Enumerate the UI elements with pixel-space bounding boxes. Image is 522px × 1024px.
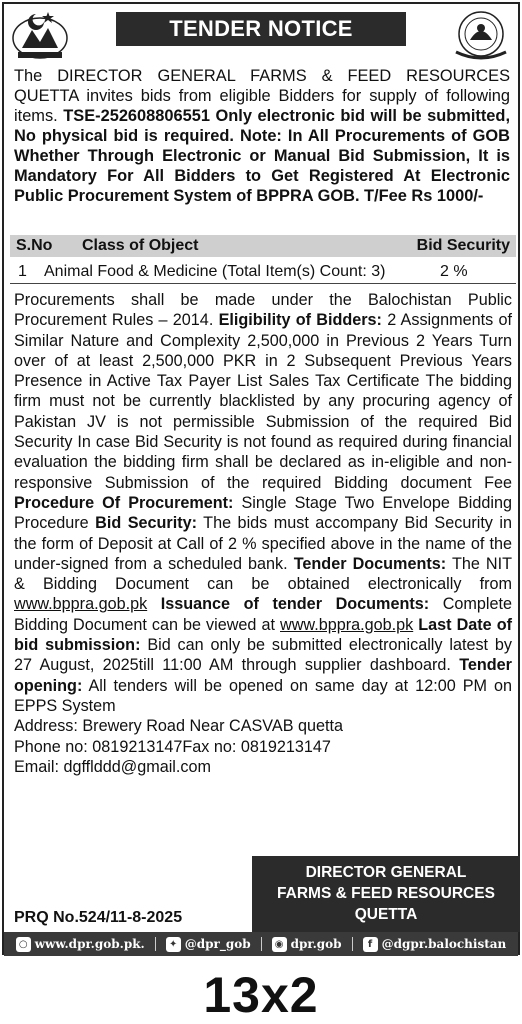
prq-number: PRQ No.524/11-8-2025 [14,909,183,926]
footer-twitter[interactable] [166,937,251,952]
procedure-heading: Procedure Of Procurement: [14,493,234,512]
footer-web[interactable] [16,937,145,952]
phone-line: Phone no: 0819213147Fax no: 0819213147 [14,737,331,756]
tender-body-paragraph [14,290,512,777]
bppra-link-2[interactable]: www.bppra.gob.pk [280,615,414,634]
twitter-icon: ✦ [166,937,181,952]
instagram-icon: ◉ [272,937,287,952]
items-table-header [10,235,516,257]
intro-paragraph [14,66,510,206]
issuance-text: Complete Bidding Document can be viewed at [14,595,512,634]
footer-instagram-label: dpr.gob [290,937,342,951]
footer-facebook-label: @dgpr.balochistan [381,937,507,951]
email-line: Email: dgfflddd@gmail.com [14,757,211,776]
facebook-icon: f [363,937,378,952]
footer-divider [352,937,353,951]
table-row [10,260,516,284]
department-seal-logo [450,8,512,62]
col-class-of-object: Class of Object [82,237,199,254]
signoff-line-2: FARMS & FEED RESOURCES [277,885,495,902]
tender-opening-text: All tenders will be opened on same day at 12:00 PM on EPPS System [14,676,512,715]
footer-web-label: www.dpr.gob.pk. [34,937,145,951]
footer-divider [155,937,156,951]
row-object: Animal Food & Medicine (Total Item(s) Count: 3) [44,263,386,280]
notice-header [4,4,518,64]
intro-text: The DIRECTOR GENERAL FARMS & FEED RESOURCES QUETTA invites bids from eligible Bidders for supply of following items. [14,67,510,125]
procurement-rules-text: Procurements shall be made under the Balochistan Public Procurement Rules – 2014. [14,291,512,330]
last-date-heading: Last Date of bid submission: [14,615,512,655]
col-bid-security: Bid Security [416,237,510,254]
bppra-link[interactable]: www.bppra.gob.pk [14,595,148,614]
social-footer [4,932,518,956]
bid-security-text: The bids must accompany Bid Security in the form of Deposit at Call of 2 % specified above in the name of the under-signed from a scheduled bank. [14,514,512,573]
signoff-line-1: DIRECTOR GENERAL [305,864,467,881]
bid-security-heading: Bid Security: [95,514,197,533]
intro-bold-text: TSE-252608806551 Only electronic bid will be submitted, No physical bid is required. Note: In All Procurements of GOB Whether Through Electronic or Manual Bid Submission, It is Mandatory For All Bidders to Get Registered At Electronic Public Procurement System of BPPRA GOB. T/Fee Rs 1000/- [14,107,510,205]
footer-divider [261,937,262,951]
eligibility-text: 2 Assignments of Similar Nature and Complexity 2,500,000 in Previous 2 Years Turn over of at least 2,500,000 PKR in 2 Subsequent Previous Years Presence in Active Tax Payer List Sales Tax Certificate The bidding firm must not be currently blacklisted by any procuring agency of Pakistan JV is not permissible Submission of the required Bid Security In case Bid Security is not found as required during financial evaluation the bidding firm shall be declared as in-eligible and non-responsive Submission of the required Bidding document Fee [14,311,512,492]
signoff-line-3: QUETTA [354,906,418,923]
address-line: Address: Brewery Road Near CASVAB quetta [14,717,343,736]
procedure-text: Single Stage Two Envelope Bidding Procedure [14,493,512,533]
government-emblem-logo [10,8,70,62]
tender-opening-heading: Tender opening: [14,656,512,695]
globe-icon: ○ [16,937,31,952]
tender-notice-frame [2,2,520,955]
eligibility-heading: Eligibility of Bidders: [218,311,382,330]
footer-twitter-label: @dpr_gob [184,937,251,951]
notice-title: TENDER NOTICE [116,12,406,46]
footer-instagram[interactable] [272,937,342,952]
row-sno: 1 [18,263,27,280]
ad-size-label: 13x2 [203,967,319,1023]
last-date-text: Bid can only be submitted electronically latest by 27 August, 2025till 11:00 AM through supplier dashboard. [14,636,512,675]
issuance-heading: Issuance of tender Documents: [147,595,430,614]
row-security: 2 % [440,263,468,280]
tender-documents-heading: Tender Documents: [293,554,447,573]
footer-facebook[interactable] [363,937,507,952]
tender-documents-text: The NIT & Bidding Document can be obtained electronically from [14,554,512,594]
col-sno: S.No [16,237,53,254]
signoff-box [252,856,520,932]
